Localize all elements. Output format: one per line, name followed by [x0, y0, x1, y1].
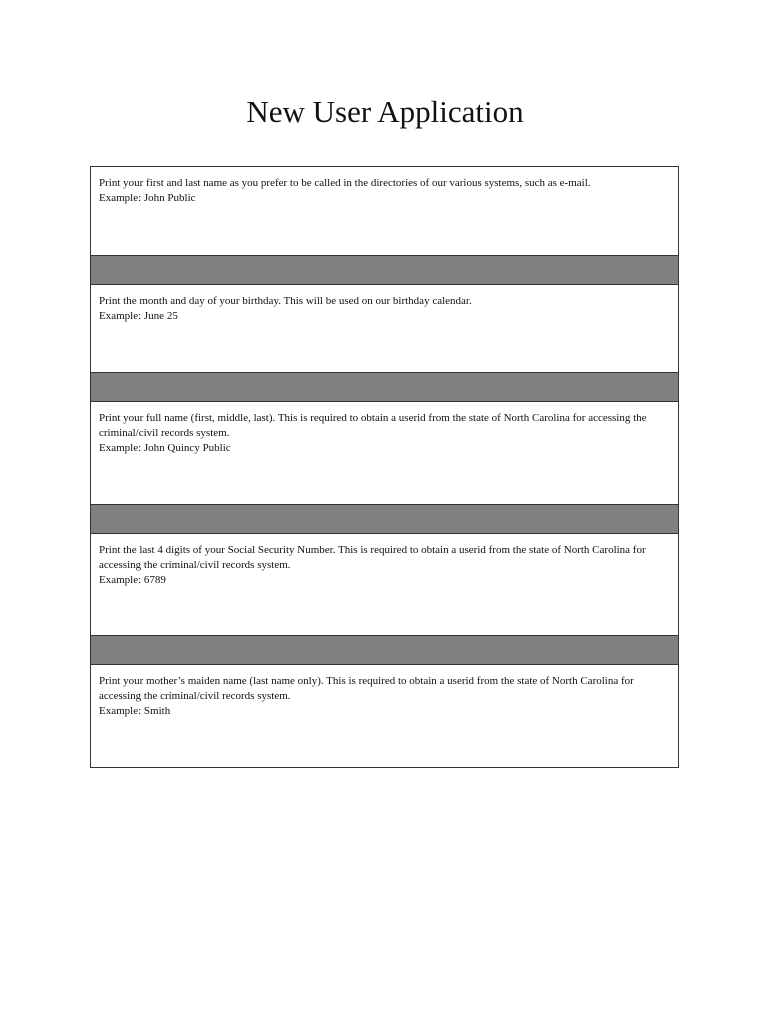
instruction-text: Print the last 4 digits of your Social Security Number. This is required to obtain a userid from the state of North Carolina for accessing the criminal/civil records system.	[99, 544, 646, 571]
example-text: Example: Smith	[99, 705, 171, 717]
application-form	[90, 166, 679, 768]
birthday-answer-field[interactable]	[91, 373, 678, 402]
preferred-name-answer-field[interactable]	[91, 256, 678, 285]
full-name-answer-field[interactable]	[91, 505, 678, 534]
page-title: New User Application	[246, 94, 524, 129]
section-birthday	[91, 285, 678, 373]
example-text: Example: John Public	[99, 192, 196, 204]
instruction-text: Print your full name (first, middle, last). This is required to obtain a userid from the state of North Carolina for accessing the criminal/civil records system.	[99, 412, 647, 439]
ssn-last4-answer-field[interactable]	[91, 636, 678, 665]
section-ssn-last4	[91, 534, 678, 636]
section-full-name	[91, 402, 678, 505]
instruction-text: Print your first and last name as you prefer to be called in the directories of our various systems, such as e-mail.	[99, 177, 591, 189]
example-text: Example: John Quincy Public	[99, 442, 231, 454]
section-mother-maiden-name	[91, 665, 678, 767]
example-text: Example: June 25	[99, 310, 178, 322]
example-text: Example: 6789	[99, 574, 166, 586]
instruction-text: Print the month and day of your birthday. This will be used on our birthday calendar.	[99, 295, 472, 307]
instruction-text: Print your mother’s maiden name (last name only). This is required to obtain a userid from the state of North Carolina for accessing the criminal/civil records system.	[99, 675, 634, 702]
section-preferred-name	[91, 167, 678, 256]
